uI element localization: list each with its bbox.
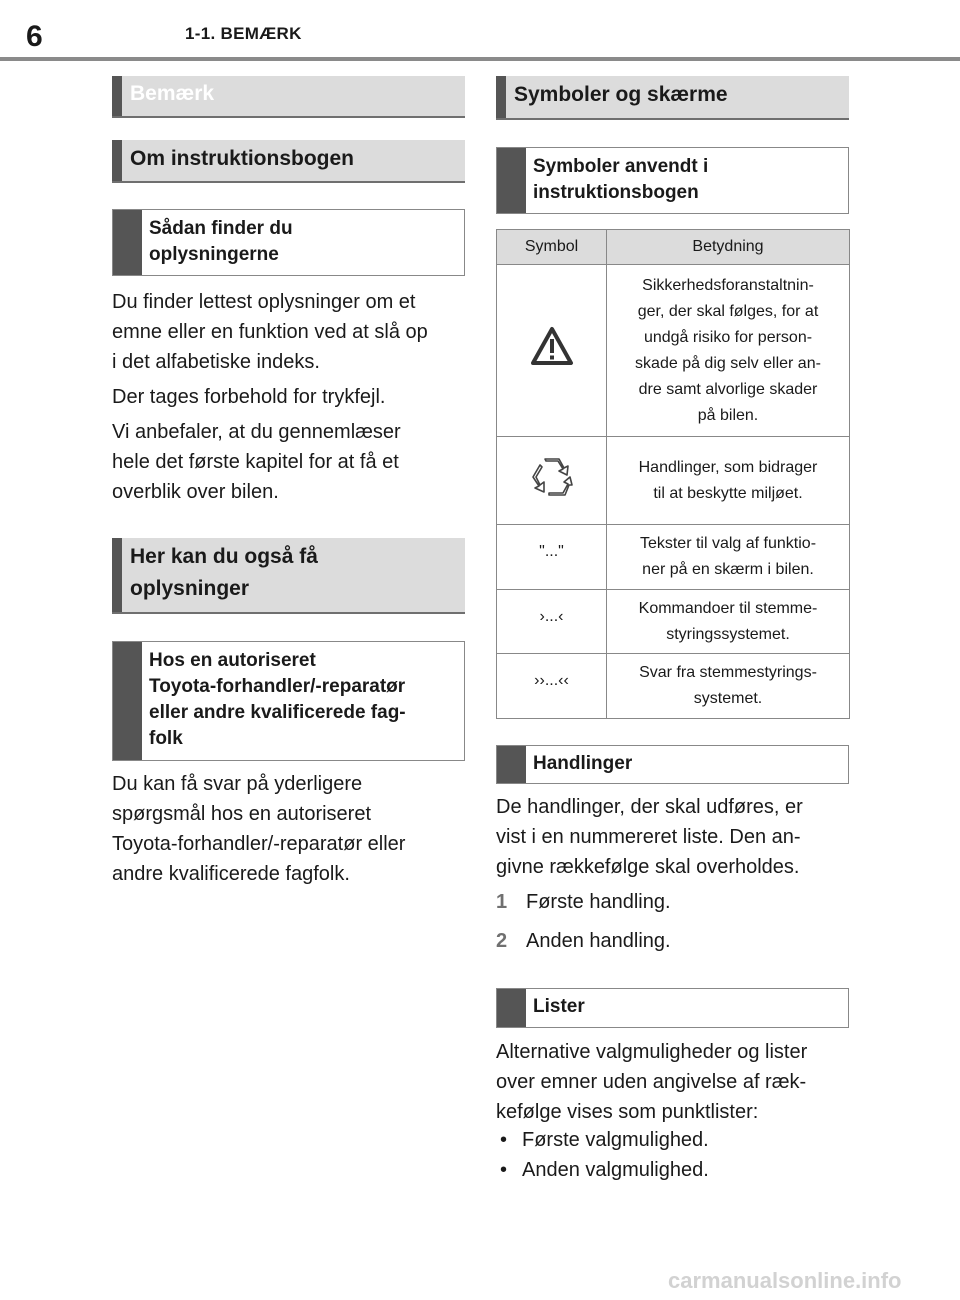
subheading-text: Lister	[533, 996, 585, 1017]
subheading-bar	[497, 148, 526, 213]
subheading-line: folk	[149, 728, 183, 749]
meaning-line: på bilen.	[697, 406, 759, 424]
heading-bar	[496, 76, 506, 118]
bullet-text: Anden valgmulighed.	[522, 1159, 709, 1181]
subheading-text	[533, 154, 842, 206]
subheading-text	[149, 216, 458, 268]
meaning-cell	[607, 654, 850, 719]
section-heading-text: Bemærk	[130, 82, 215, 105]
text-line: emne eller en funktion ved at slå op	[112, 321, 428, 343]
meaning-line: Kommandoer til stemme-	[638, 599, 818, 617]
bullet-mark: •	[500, 1129, 508, 1151]
warning-triangle-icon	[530, 326, 574, 366]
text-line: kefølge vises som punktlister:	[496, 1101, 759, 1123]
text-line: Alternative valgmuligheder og lister	[496, 1041, 808, 1063]
table-row	[497, 265, 850, 437]
subheading-box-hos	[112, 641, 465, 761]
symbol-cell	[497, 437, 607, 525]
subheading-bar	[497, 989, 526, 1027]
subheading-box-handlinger	[496, 745, 849, 784]
heading-text: Symboler og skærme	[514, 83, 728, 106]
text-line: hele det første kapitel for at få et	[112, 451, 399, 473]
meaning-line: Handlinger, som bidrager	[638, 458, 818, 476]
hos-paragraph	[112, 769, 472, 889]
text-line: over emner uden angivelse af ræk-	[496, 1071, 807, 1093]
section-heading-symboler	[496, 76, 849, 120]
heading-line: oplysninger	[130, 577, 250, 600]
find-paragraph-2	[112, 382, 472, 412]
subheading-line: Hos en autoriseret	[149, 650, 316, 671]
subheading-bar	[497, 746, 526, 783]
heading-bar	[112, 538, 122, 612]
heading-om-instruktionsbogen	[112, 140, 465, 183]
meaning-line: undgå risiko for person-	[643, 328, 813, 346]
subheading-bar	[113, 210, 142, 275]
symbol-table	[496, 229, 850, 719]
bullet-text: Første valgmulighed.	[522, 1129, 709, 1151]
bullet-item	[500, 1155, 709, 1185]
header-divider	[0, 57, 960, 61]
heading-her-kan-du	[112, 538, 465, 614]
text-line: vist i en nummereret liste. Den an-	[496, 826, 801, 848]
text-line: Du kan få svar på yderligere	[112, 773, 363, 795]
chapter-title: 1-1. BEMÆRK	[185, 24, 302, 43]
subheading-box-symbols	[496, 147, 849, 214]
page-number: 6	[26, 20, 43, 53]
meaning-line: ger, der skal følges, for at	[637, 302, 819, 320]
column-header-symbol: Symbol	[497, 230, 607, 265]
text-line: Du finder lettest oplysninger om et	[112, 291, 416, 313]
meaning-line: Tekster til valg af funktio-	[639, 535, 817, 552]
find-paragraph-3	[112, 417, 472, 507]
bullet-item	[500, 1125, 709, 1155]
step-item	[496, 887, 671, 917]
symbol-cell: ›...‹	[497, 590, 607, 654]
text-line: i det alfabetiske indeks.	[112, 351, 320, 373]
text-line: Der tages forbehold for trykfejl.	[112, 386, 386, 408]
subheading-line: Toyota-forhandler/-reparatør	[149, 676, 406, 697]
subheading-text	[149, 648, 458, 752]
subheading-box-find	[112, 209, 465, 276]
section-heading-bemaerk	[112, 76, 465, 118]
meaning-line: Sikkerhedsforanstaltnin-	[642, 276, 814, 294]
subheading-box-lister	[496, 988, 849, 1028]
lister-paragraph	[496, 1037, 876, 1127]
recycle-icon	[530, 455, 574, 497]
text-line: Toyota-forhandler/-reparatør eller	[112, 833, 406, 855]
step-number: 2	[496, 930, 508, 952]
column-header-meaning: Betydning	[607, 230, 850, 265]
find-paragraph-1	[112, 287, 472, 377]
table-row	[497, 654, 850, 719]
handlinger-paragraph	[496, 792, 866, 882]
meaning-line: til at beskytte miljøet.	[653, 484, 803, 502]
subheading-line: Symboler anvendt i	[533, 156, 709, 177]
step-item	[496, 926, 671, 956]
text-line: andre kvalificerede fagfolk.	[112, 863, 350, 885]
subheading-text: Handlinger	[533, 753, 633, 774]
meaning-cell	[607, 590, 850, 654]
step-text: Første handling.	[526, 891, 671, 913]
meaning-line: dre samt alvorlige skader	[638, 380, 818, 398]
subheading-line: instruktionsbogen	[533, 182, 699, 203]
meaning-cell	[607, 525, 850, 590]
heading-bar	[112, 76, 122, 116]
heading-line: Her kan du også få	[130, 545, 318, 568]
text-line: overblik over bilen.	[112, 481, 279, 503]
heading-text	[130, 541, 318, 605]
table-row	[497, 437, 850, 525]
text-line: Vi anbefaler, at du gennemlæser	[112, 421, 401, 443]
meaning-line: styringssystemet.	[666, 625, 790, 643]
meaning-line: systemet.	[693, 690, 763, 707]
subheading-line: Sådan finder du	[149, 218, 293, 239]
subheading-bar	[113, 642, 142, 760]
meaning-line: Svar fra stemmestyrings-	[639, 664, 817, 681]
text-line: givne rækkefølge skal overholdes.	[496, 856, 800, 878]
symbol-cell: "..."	[497, 525, 607, 590]
meaning-line: ner på en skærm i bilen.	[642, 561, 814, 578]
subheading-line: eller andre kvalificerede fag-	[149, 702, 406, 723]
watermark: carmanualsonline.info	[668, 1268, 902, 1293]
step-number: 1	[496, 891, 508, 913]
heading-bar	[112, 140, 122, 181]
step-text: Anden handling.	[526, 930, 671, 952]
meaning-line: skade på dig selv eller an-	[635, 354, 821, 372]
symbol-cell	[497, 265, 607, 437]
text-line: De handlinger, der skal udføres, er	[496, 796, 803, 818]
table-header-row	[497, 230, 850, 265]
table-row	[497, 590, 850, 654]
text-line: spørgsmål hos en autoriseret	[112, 803, 372, 825]
subheading-line: oplysningerne	[149, 244, 279, 265]
meaning-cell	[607, 265, 850, 437]
symbol-cell: ››...‹‹	[497, 654, 607, 719]
meaning-cell	[607, 437, 850, 525]
heading-text: Om instruktionsbogen	[130, 147, 355, 170]
table-row	[497, 525, 850, 590]
bullet-mark: •	[500, 1159, 508, 1181]
